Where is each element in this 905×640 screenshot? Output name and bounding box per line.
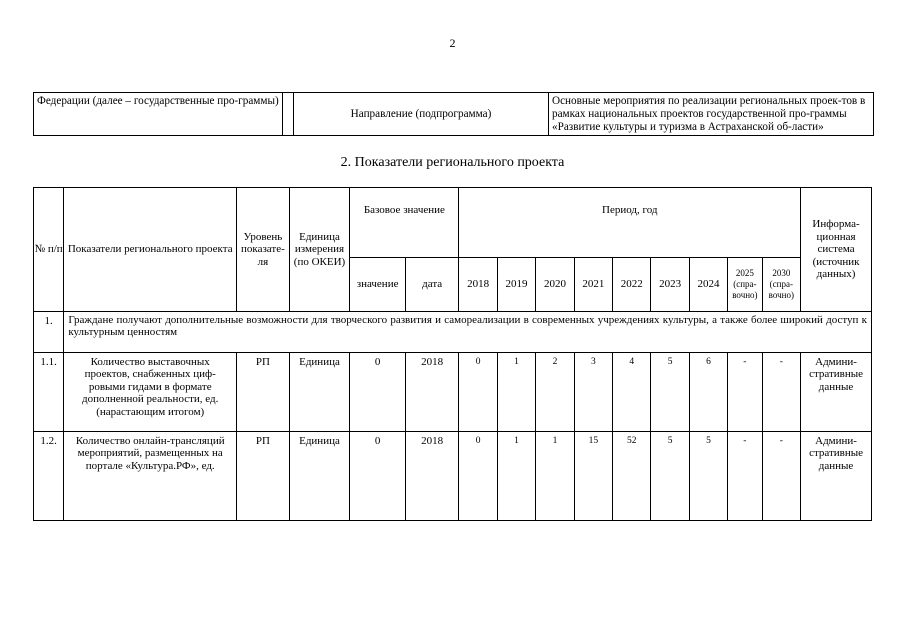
header-base-date: дата	[405, 258, 459, 312]
row-base-value: 0	[350, 353, 406, 432]
row-year-value: -	[762, 353, 801, 432]
main-activities-cell: Основные мероприятия по реализации региональных проек-тов в рамках национальных проектов государственной про-граммы «Развитие культуры и туризма в Астраханской об-ласти»	[549, 93, 874, 136]
header-period: Период, год	[459, 188, 801, 258]
header-year: 2021	[574, 258, 612, 312]
row-year-value: -	[728, 432, 762, 521]
header-year: 2020	[536, 258, 574, 312]
state-programs-cell: Федерации (далее – государственные про-граммы)	[34, 93, 283, 136]
row-info-system: Админи-стративные данные	[801, 353, 872, 432]
row-year-value: 5	[651, 432, 689, 521]
row-info-system: Админи-стративные данные	[801, 432, 872, 521]
row-year-value: 0	[459, 432, 497, 521]
header-level: Уровень показате-ля	[237, 188, 290, 312]
row-year-value: 52	[613, 432, 651, 521]
row-year-value: 3	[574, 353, 612, 432]
row-year-value: 1	[497, 432, 535, 521]
table-header-row	[34, 188, 872, 258]
table-row	[34, 353, 872, 432]
row-year-value: 1	[497, 353, 535, 432]
header-unit: Единица измерения (по ОКЕИ)	[289, 188, 350, 312]
table-section-row	[34, 312, 872, 353]
row-indicator-name: Количество выставочных проектов, снабженных циф-ровыми гидами в формате дополненной реальности, ед. (нарастающим итогом)	[64, 353, 237, 432]
header-year: 2023	[651, 258, 689, 312]
row-year-value: 5	[689, 432, 727, 521]
row-num: 1.1.	[34, 353, 64, 432]
row-year-value: 15	[574, 432, 612, 521]
row-year-value: 4	[613, 353, 651, 432]
page-number: 2	[449, 36, 456, 50]
header-year: 2018	[459, 258, 497, 312]
row-year-value: -	[728, 353, 762, 432]
row-year-value: 6	[689, 353, 727, 432]
row-year-value: 0	[459, 353, 497, 432]
row-year-value: -	[762, 432, 801, 521]
row-year-value: 1	[536, 432, 574, 521]
row-year-value: 2	[536, 353, 574, 432]
section-num: 1.	[34, 312, 64, 353]
row-year-value: 5	[651, 353, 689, 432]
direction-label-cell: Направление (подпрограмма)	[294, 93, 549, 136]
row-unit: Единица	[289, 353, 350, 432]
header-year: 2022	[613, 258, 651, 312]
header-indicators: Показатели регионального проекта	[64, 188, 237, 312]
row-base-date: 2018	[405, 432, 459, 521]
row-level: РП	[237, 353, 290, 432]
header-base-value: значение	[350, 258, 406, 312]
row-num: 1.2.	[34, 432, 64, 521]
empty-cell	[283, 93, 294, 136]
header-year: 2025 (спра-вочно)	[728, 258, 762, 312]
table-row	[34, 432, 872, 521]
row-base-value: 0	[350, 432, 406, 521]
section-text: Граждане получают дополнительные возможности для творческого развития и самореализации в современных учреждениях культуры, а также более широкий доступ к культурным ценностям	[64, 312, 872, 353]
row-level: РП	[237, 432, 290, 521]
header-base: Базовое значение	[350, 188, 459, 258]
header-year: 2030 (спра-вочно)	[762, 258, 801, 312]
header-info-system: Информа-ционная система (источник данных)	[801, 188, 872, 312]
section-title: 2. Показатели регионального проекта	[340, 155, 565, 170]
indicators-table	[33, 187, 872, 521]
header-year: 2024	[689, 258, 727, 312]
direction-header-table	[33, 92, 874, 136]
row-unit: Единица	[289, 432, 350, 521]
row-base-date: 2018	[405, 353, 459, 432]
header-num: № п/п	[34, 188, 64, 312]
row-indicator-name: Количество онлайн-трансляций мероприятий, размещенных на портале «Культура.РФ», ед.	[64, 432, 237, 521]
header-year: 2019	[497, 258, 535, 312]
